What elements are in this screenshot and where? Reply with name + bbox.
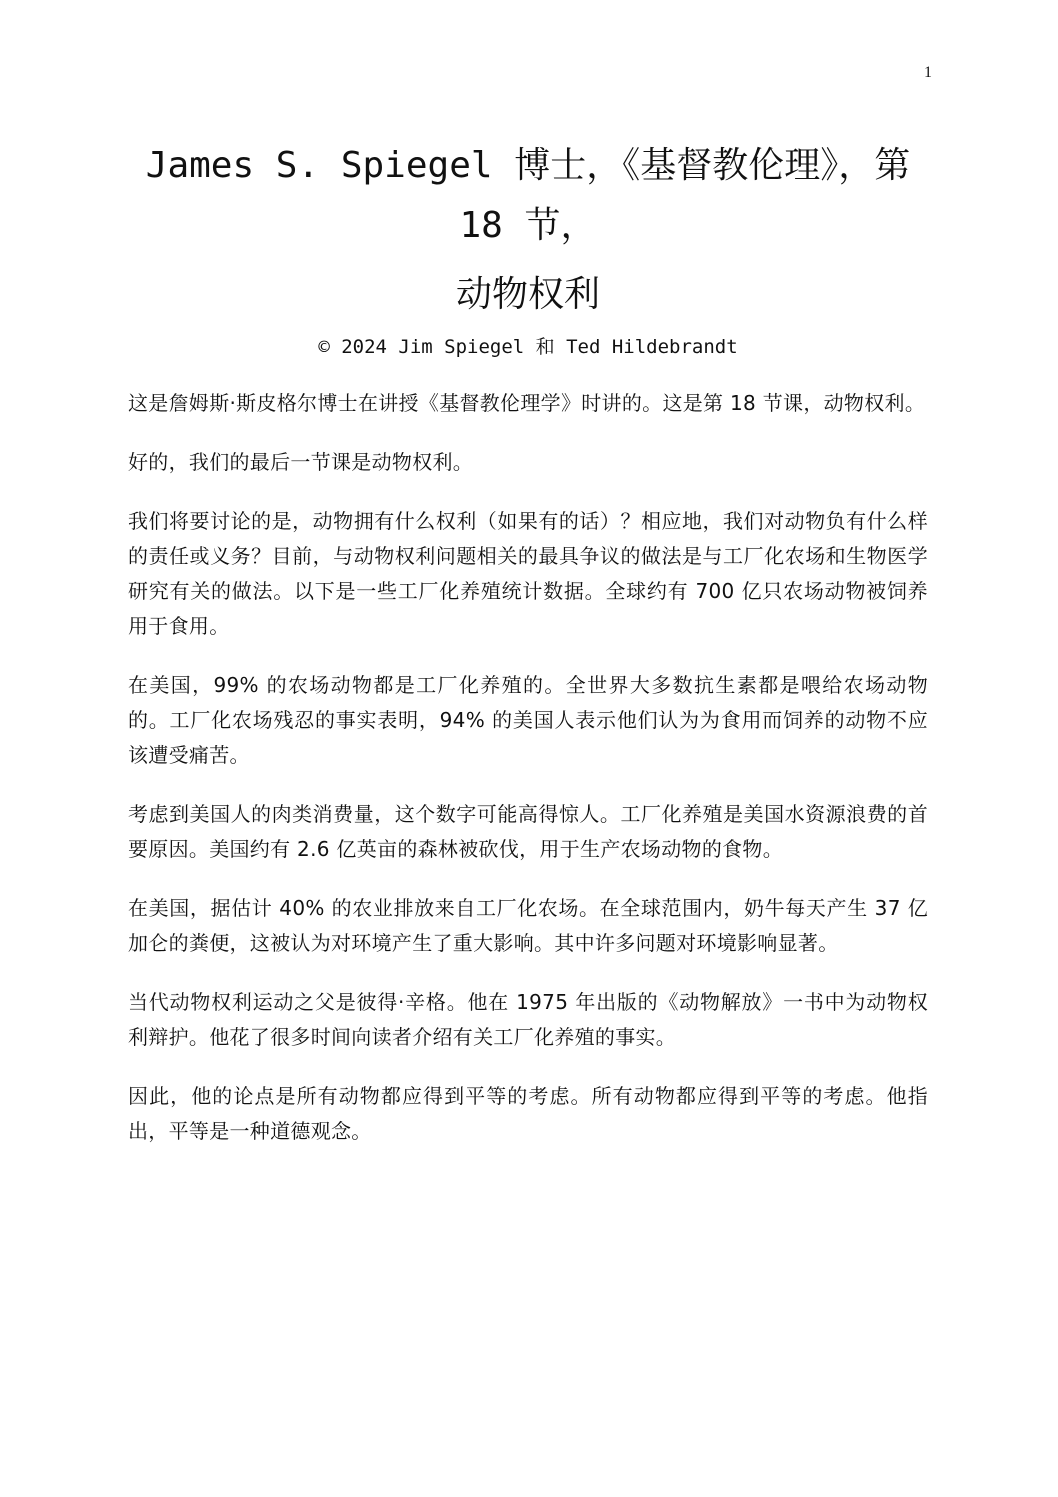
paragraph-last-lesson: 好的，我们的最后一节课是动物权利。 [128, 450, 474, 474]
paragraph-intro: 这是詹姆斯·斯皮格尔博士在讲授《基督教伦理学》时讲的。这是第 18 节课，动物权利。 [128, 391, 926, 415]
body-text [128, 386, 928, 1173]
paragraph-questions: 我们将要讨论的是，动物拥有什么权利（如果有的话）？相应地，我们对动物负有什么样的责任或义务？目前，与动物权利问题相关的最具争议的做法是与工厂化农场和生物医学研究有关的做法。以下是一些工厂化养殖统计数据。全球约有 700 亿只农场动物被饲养用于食用。 [128, 509, 928, 638]
document-title-line2: 18 节， [459, 205, 597, 246]
document-subtitle: 动物权利 [455, 274, 600, 315]
paragraph-emissions: 在美国，据估计 40% 的农业排放来自工厂化农场。在全球范围内，奶牛每天产生 37 亿加仑的粪便，这被认为对环境产生了重大影响。其中许多问题对环境影响显著。 [128, 896, 928, 955]
paragraph-equal-consideration: 因此，他的论点是所有动物都应得到平等的考虑。所有动物都应得到平等的考虑。他指出，平等是一种道德观念。 [128, 1084, 928, 1143]
document-title-line1: James S. Spiegel 博士，《基督教伦理》，第 [145, 145, 911, 186]
paragraph-us-stats: 在美国，99% 的农场动物都是工厂化养殖的。全世界大多数抗生素都是喂给农场动物的。工厂化农场残忍的事实表明，94% 的美国人表示他们认为为食用而饲养的动物不应该遭受痛苦。 [128, 673, 928, 767]
copyright-notice: © 2024 Jim Spiegel 和 Ted Hildebrandt [318, 336, 738, 358]
paragraph-peter-singer: 当代动物权利运动之父是彼得·辛格。他在 1975 年出版的《动物解放》一书中为动物权利辩护。他花了很多时间向读者介绍有关工厂化养殖的事实。 [128, 990, 928, 1049]
page-number: 1 [924, 64, 932, 81]
paragraph-consumption: 考虑到美国人的肉类消费量，这个数字可能高得惊人。工厂化养殖是美国水资源浪费的首要原因。美国约有 2.6 亿英亩的森林被砍伐，用于生产农场动物的食物。 [128, 802, 928, 861]
title-block [128, 136, 928, 360]
